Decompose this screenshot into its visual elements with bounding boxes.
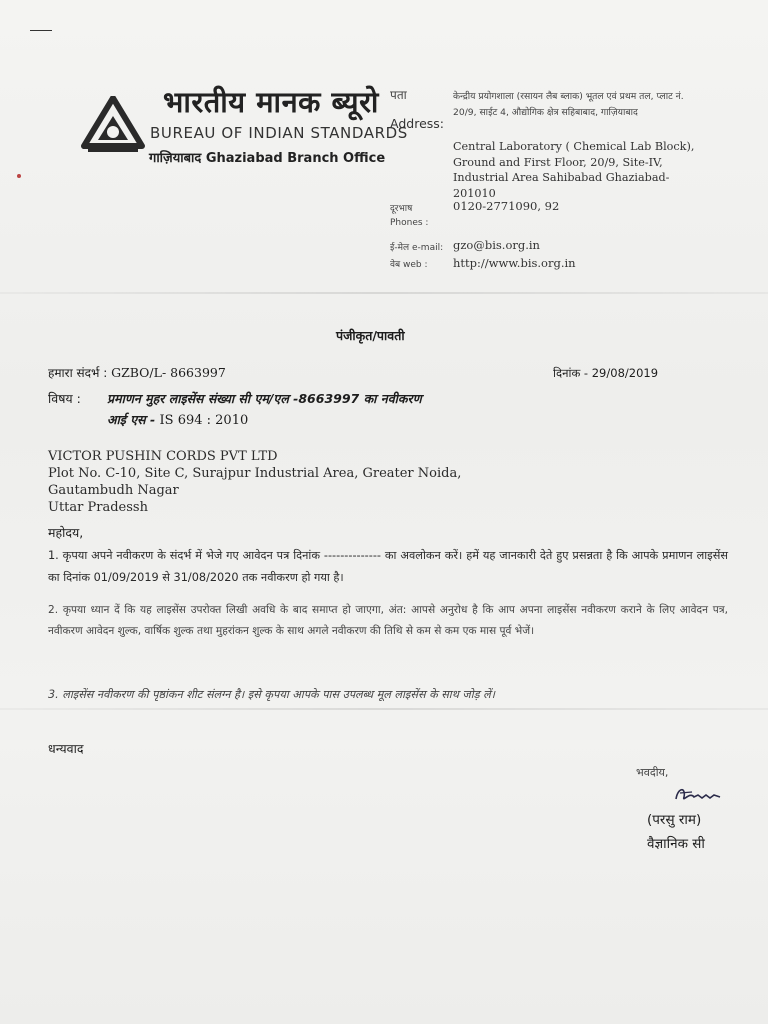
phone-label-english: Phones : <box>390 218 429 228</box>
reference-label: हमारा संदर्भ : <box>48 366 108 380</box>
address-english: Central Laboratory ( Chemical Lab Block), Ground and First Floor, 20/9, Site-IV, Industrial Area Sahibabad Ghaziabad-201010 <box>453 140 695 200</box>
org-name-hindi: भारतीय मानक ब्यूरो <box>163 85 379 119</box>
paragraph-3: 3. लाइसेंस नवीकरण की पृष्ठांकन शीट संलग्न है। इसे कृपया आपके पास उपलब्ध मूल लाइसेंस के साथ जोड़ लें। <box>48 688 495 701</box>
letter-date: दिनांक - 29/08/2019 <box>553 366 659 380</box>
subject-line-2 <box>107 411 248 428</box>
address-label-hindi: पता <box>390 88 407 102</box>
phone-label-hindi: दूरभाष <box>390 204 413 214</box>
paragraph-2: 2. कृपया ध्यान दें कि यह लाइसेंस उपरोक्त लिखी अवधि के बाद समाप्त हो जाएगा, अंत: आपसे अनुरोध है कि आप अपना लाइसेंस नवीकरण कराने के लिए आवेदन पत्र, नवीकरण आवेदन शुल्क, वार्षिक शुल्क तथा मुहरांकन शुल्क के साथ अगले नवीकरण की तिथि से कम से कम एक मास पूर्व भेजें। <box>48 604 728 637</box>
addressee-line-1: Plot No. C-10, Site C, Surajpur Industrial Area, Greater Noida, <box>48 466 462 481</box>
thanks-text: धन्यवाद <box>48 741 84 756</box>
signatory-designation: वैज्ञानिक सी <box>647 836 705 852</box>
branch-name: गाज़ियाबाद Ghaziabad Branch Office <box>149 151 386 166</box>
addressee-line-2: Gautambudh Nagar <box>48 483 179 498</box>
phone-numbers: 0120-2771090, 92 <box>453 199 560 213</box>
subject-standard-number: IS 694 : 2010 <box>159 413 249 428</box>
addressee-block <box>48 448 461 516</box>
org-name-english: BUREAU OF INDIAN STANDARDS <box>150 124 408 142</box>
bis-logo-icon <box>80 96 146 156</box>
subject-label: विषय : <box>48 391 81 406</box>
fold-line <box>0 292 768 294</box>
paragraph-1: 1. कृपया अपने नवीकरण के संदर्भ में भेजे गए आवेदन पत्र दिनांक -------------- का अवलोकन करें। हमें यह जानकारी देते हुए प्रसन्नता है कि आपके प्रमाणन लाइसेंस का दिनांक 01/09/2019 से 31/08/2020 तक नवीकरण हो गया है। <box>48 549 728 584</box>
ink-dot <box>17 174 21 178</box>
reference-number: GZBO/L- 8663997 <box>111 365 226 380</box>
salutation: महोदय, <box>48 525 84 540</box>
address-hindi: केन्द्रीय प्रयोगशाला (रसायन लैब ब्लाक) भूतल एवं प्रथम तल, प्लाट नं. 20/9, साईट 4, औद्योगिक क्षेत्र सहिबाबाद, गाज़ियाबाद <box>453 91 684 118</box>
email-address: gzo@bis.org.in <box>453 238 540 252</box>
web-label: वेब web : <box>390 260 428 270</box>
fold-line <box>0 708 768 710</box>
addressee-company: VICTOR PUSHIN CORDS PVT LTD <box>48 449 278 464</box>
address-label-english: Address: <box>390 116 444 131</box>
signature-icon <box>672 783 724 807</box>
yours-faithfully: भवदीय, <box>636 766 669 779</box>
registered-ack-heading: पंजीकृत/पावती <box>336 328 405 343</box>
addressee-line-3: Uttar Pradessh <box>48 500 148 515</box>
punch-mark <box>30 30 52 31</box>
subject-standard-prefix: आई एस - <box>107 412 156 427</box>
reference-line <box>48 364 226 381</box>
email-label: ई-मेल e-mail: <box>390 243 444 253</box>
website-url: http://www.bis.org.in <box>453 256 576 270</box>
signatory-name: (परसु राम) <box>647 812 702 828</box>
subject-line-1: प्रमाणन मुहर लाइसेंस संख्या सी एम/एल -8663997 का नवीकरण <box>107 391 422 406</box>
